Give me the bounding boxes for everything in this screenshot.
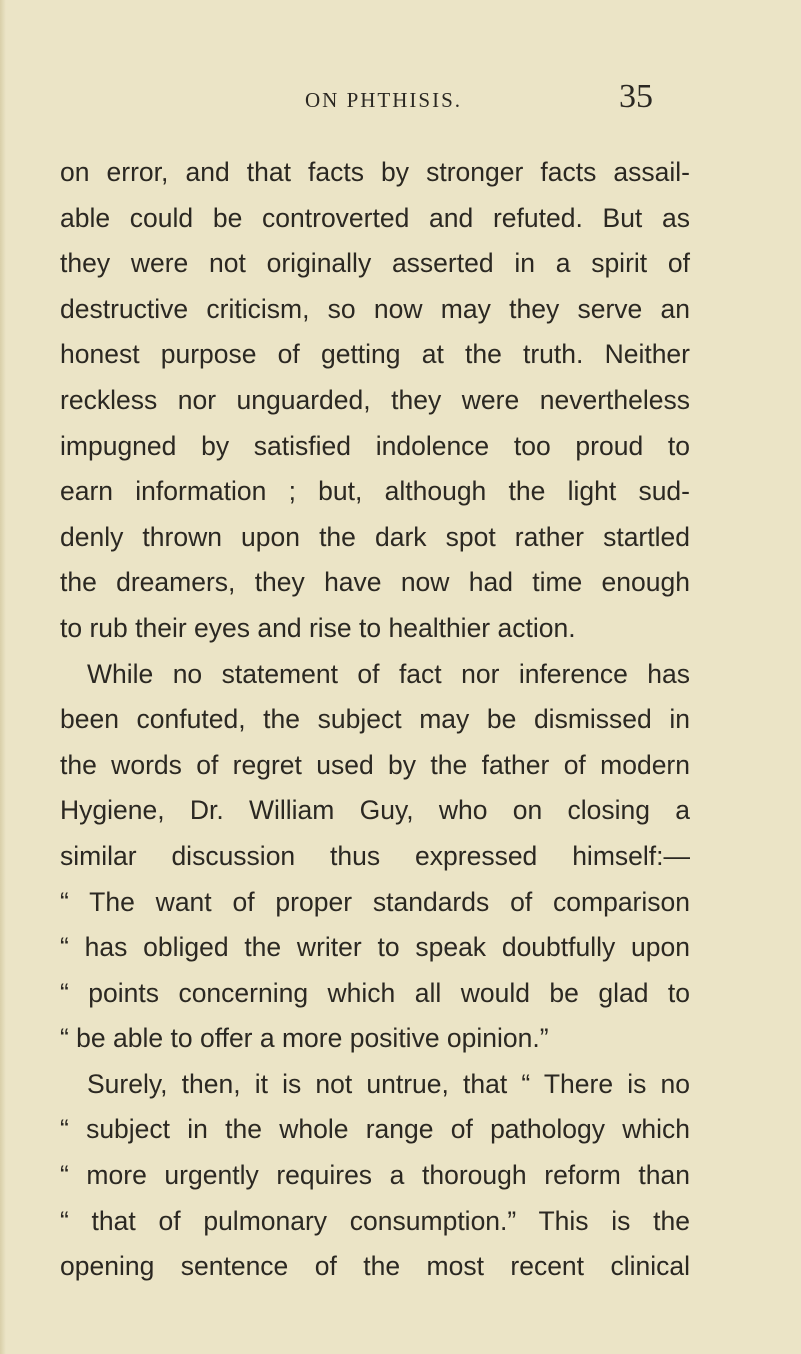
text-line: able could be controverted and refuted. But as <box>60 202 690 233</box>
text-line: similar discussion thus expressed himself:— <box>60 840 690 871</box>
page-edge <box>0 0 6 1354</box>
text-line: “ has obliged the writer to speak doubtfully upon <box>60 932 690 963</box>
text-line: they were not originally asserted in a spirit of <box>60 248 690 279</box>
text-line: opening sentence of the most recent clinical <box>60 1251 690 1282</box>
text-line: to rub their eyes and rise to healthier action. <box>60 612 576 643</box>
text-line: the words of regret used by the father of modern <box>60 749 690 780</box>
text-line: the dreamers, they have now had time enough <box>60 567 690 598</box>
text-line: “ more urgently requires a thorough reform than <box>60 1160 690 1191</box>
text-line: “ that of pulmonary consumption.” This is the <box>60 1205 690 1236</box>
text-line: reckless nor unguarded, they were nevertheless <box>60 384 690 415</box>
text-line: on error, and that facts by stronger facts assail- <box>60 157 690 187</box>
text-line: honest purpose of getting at the truth. Neither <box>60 339 690 370</box>
text-line: “ subject in the whole range of pathology which <box>60 1114 690 1145</box>
running-title: ON PHTHISIS. <box>305 88 463 112</box>
text-line: denly thrown upon the dark spot rather startled <box>60 521 690 552</box>
text-line: “ The want of proper standards of comparison <box>60 886 690 917</box>
text-line: Surely, then, it is not untrue, that “ There is no <box>87 1068 690 1099</box>
text-line: “ be able to offer a more positive opinion.” <box>60 1023 549 1054</box>
text-line: been confuted, the subject may be dismissed in <box>60 704 690 735</box>
text-line: Hygiene, Dr. William Guy, who on closing a <box>60 795 690 826</box>
text-line: impugned by satisfied indolence too proud to <box>60 430 690 461</box>
text-line: “ points concerning which all would be glad to <box>60 977 690 1008</box>
text-line: While no statement of fact nor inference has <box>87 658 690 689</box>
text-line: earn information ; but, although the light sud- <box>60 476 690 507</box>
page-number: 35 <box>619 78 653 115</box>
page-header <box>0 76 801 124</box>
text-line: destructive criticism, so now may they serve an <box>60 293 690 324</box>
body-text <box>60 150 690 1290</box>
